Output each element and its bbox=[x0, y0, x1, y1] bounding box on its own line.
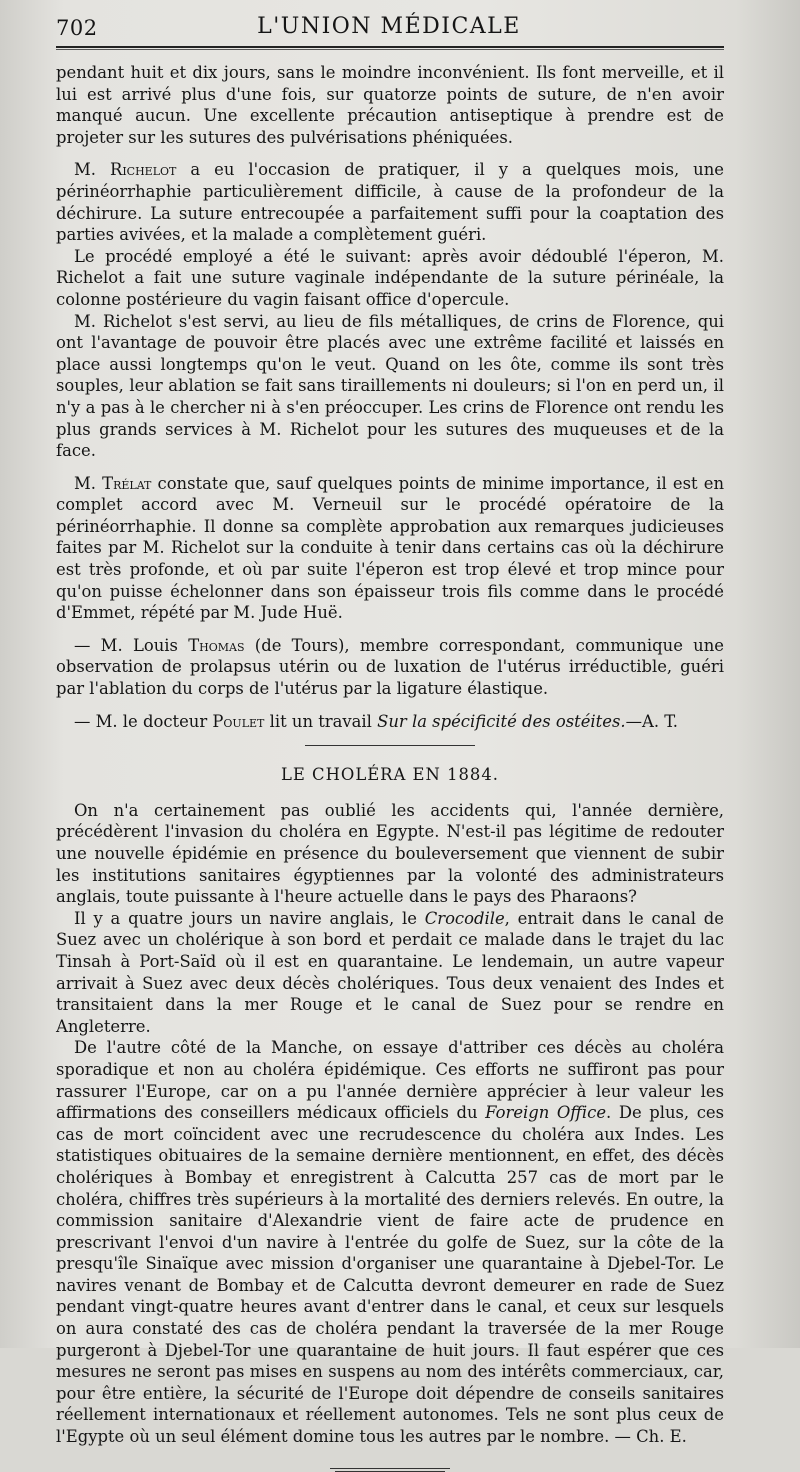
paragraph-cholera-intro bbox=[56, 800, 724, 908]
page-number: 702 bbox=[56, 16, 98, 40]
paragraph-text: M. Richelot s'est servi, au lieu de fils métalliques, de crins de Florence, qui ont l'avantage de pouvoir être placés avec une extrême facilité et laissés en place aussi longtemps qu'on le veut. Quand on les ôte, comme ils sont très souples, leur ablation se fait sans tiraillements ni douleurs; si l'on en perd un, il n'y a pas à le chercher ni à s'en préoccuper. Les crins de Florence ont rendu les plus grands services à M. Richelot pour les sutures des muqueuses et de la face. bbox=[56, 311, 724, 461]
institution-name: Foreign Office bbox=[485, 1103, 607, 1123]
section-divider bbox=[305, 745, 475, 746]
paragraph-text: . De plus, ces cas de mort coïncident avec une recrudescence du choléra aux Indes. Les statistiques obituaires de la semaine dernière mentionnent, en effet, des décès cholériques à Bombay et enregistrent à Calcutta 257 cas de mort par le choléra, chiffres très supérieurs à la mortalité des derniers relevés. En outre, la commission sanitaire d'Alexandrie vient de faire acte de prudence en prescrivant l'envoi d'un navire à l'entrée du golfe de Suez, sur la côte de la presqu'île Sinaïque avec mission d'organiser une quarantaine à Djebel-Tor. Le navires venant de Bombay et de Calcutta devront demeurer en rade de Suez pendant vingt-quatre heures avant d'entrer dans le canal, et ceux sur lesquels on aura constaté des cas de choléra pendant la traversée de la mer Rouge purgeront à Djebel-Tor une quarantaine de huit jours. Il faut espérer que ces mesures ne seront pas mises en suspens au nom des intérêts commerciaux, car, pour être entière, la sécurité de l'Europe doit dépendre de conseils sanitaires réellement internationaux et réellement autonomes. Tels ne sont plus ceux de l'Egypte où un seul élément domine tous les autres par le nombre. — Ch. E. bbox=[56, 1103, 724, 1447]
paragraph-lead: M. bbox=[74, 473, 103, 493]
paragraph-text: , entrait dans le canal de Suez avec un cholérique à son bord et perdait ce malade dans le trajet du lac Tinsah à Port-Saïd où il est en quarantaine. Le lendemain, un autre vapeur arrivait à Suez avec deux décès cholériques. Tous deux venaient des Indes et transitaient dans la mer Rouge et le canal de Suez pour se rendre en Angleterre. bbox=[56, 908, 724, 1036]
paragraph-lead: — M. Louis bbox=[74, 635, 189, 655]
ship-name: Crocodile bbox=[424, 908, 505, 928]
running-title: L'UNION MÉDICALE bbox=[257, 14, 521, 39]
section-title: LE CHOLÉRA EN 1884. bbox=[280, 765, 499, 785]
paragraph-foreign-office bbox=[56, 1037, 724, 1447]
paragraph-thomas bbox=[56, 635, 724, 700]
signature: —A. T. bbox=[625, 711, 678, 731]
author-name: Richelot bbox=[109, 160, 177, 180]
paragraph-lead: M. bbox=[74, 160, 110, 180]
paragraph-lead: — M. le docteur bbox=[74, 711, 213, 731]
end-rule-second bbox=[335, 1471, 445, 1472]
paragraph-trelat bbox=[56, 473, 724, 624]
paragraph-text: De l'autre côté de la Manche, on essaye d'attriber ces décès au choléra sporadique et non au choléra épidémique. Ces efforts ne suffiront pas pour rassurer l'Europe, car on a pu l'année dernière apprécier à leur valeur les affirmations des conseillers médicaux officiels du bbox=[56, 1038, 724, 1123]
paragraph-text: Le procédé employé a été le suivant: après avoir dédoublé l'éperon, M. Richelot a fait une suture vaginale indépendante de la suture périnéale, la colonne postérieure du vagin faisant office d'opercule. bbox=[56, 246, 724, 309]
paragraph-text: lit un travail bbox=[264, 711, 378, 731]
author-name: Poulet bbox=[212, 711, 265, 731]
paragraph-text: constate que, sauf quelques points de minime importance, il est en complet accord avec M. Verneuil sur le procédé opératoire de la périnéorrhaphie. Il donne sa complète approbation aux remarques judicieuses faites par M. Richelot sur la conduite à tenir dans certains cas où la déchirure est très profonde, et où par suite l'éperon est trop élevé et trop mince pour qu'on puisse échelonner dans son épaisseur trois fils comme dans le procédé d'Emmet, répété par M. Jude Huë. bbox=[56, 473, 725, 623]
author-name: Trélat bbox=[102, 473, 152, 493]
paragraph-richelot-case bbox=[56, 159, 724, 245]
header-rule-thin bbox=[56, 49, 724, 50]
paragraph-text: (de Tours), membre correspondant, communique une observation de prolapsus utérin ou de luxation de l'utérus irréductible, guéri par l'ablation du corps de l'utérus par la ligature élastique. bbox=[56, 635, 724, 699]
paragraph-poulet bbox=[56, 711, 724, 733]
author-name: Thomas bbox=[188, 635, 245, 655]
end-rule bbox=[330, 1468, 450, 1469]
work-title: Sur la spécificité des ostéites. bbox=[377, 711, 626, 731]
text-column bbox=[56, 62, 724, 1472]
paragraph-procedure bbox=[56, 246, 724, 311]
paragraph-crocodile bbox=[56, 908, 724, 1038]
paragraph-continuation bbox=[56, 62, 724, 148]
paragraph-text: Il y a quatre jours un navire anglais, le bbox=[74, 908, 425, 928]
paragraph-text: pendant huit et dix jours, sans le moindre inconvénient. Ils font merveille, et il lui est arrivé plus d'une fois, sur quatorze points de suture, de n'en avoir manqué aucun. Une excellente précaution antiseptique à prendre est de projeter sur les sutures des pulvérisations phéniquées. bbox=[56, 63, 724, 147]
page-header bbox=[52, 12, 726, 42]
paragraph-text: On n'a certainement pas oublié les accidents qui, l'année dernière, précédèrent l'invasion du choléra en Egypte. N'est-il pas légitime de redouter une nouvelle épidémie en présence du bouleversement que viennent de subir les institutions sanitaires égyptiennes par la volonté des administrateurs anglais, toute puissante à l'heure actuelle dans le pays des Pharaons? bbox=[56, 800, 724, 907]
paragraph-text: a eu l'occasion de pratiquer, il y a quelques mois, une périnéorrhaphie particulièrement difficile, à cause de la profondeur de la déchirure. La suture entrecoupée a parfaitement suffi pour la coaptation des parties avivées, et la malade a complètement guéri. bbox=[56, 160, 724, 245]
paragraph-crins-de-florence bbox=[56, 311, 724, 462]
header-rule bbox=[56, 46, 724, 48]
